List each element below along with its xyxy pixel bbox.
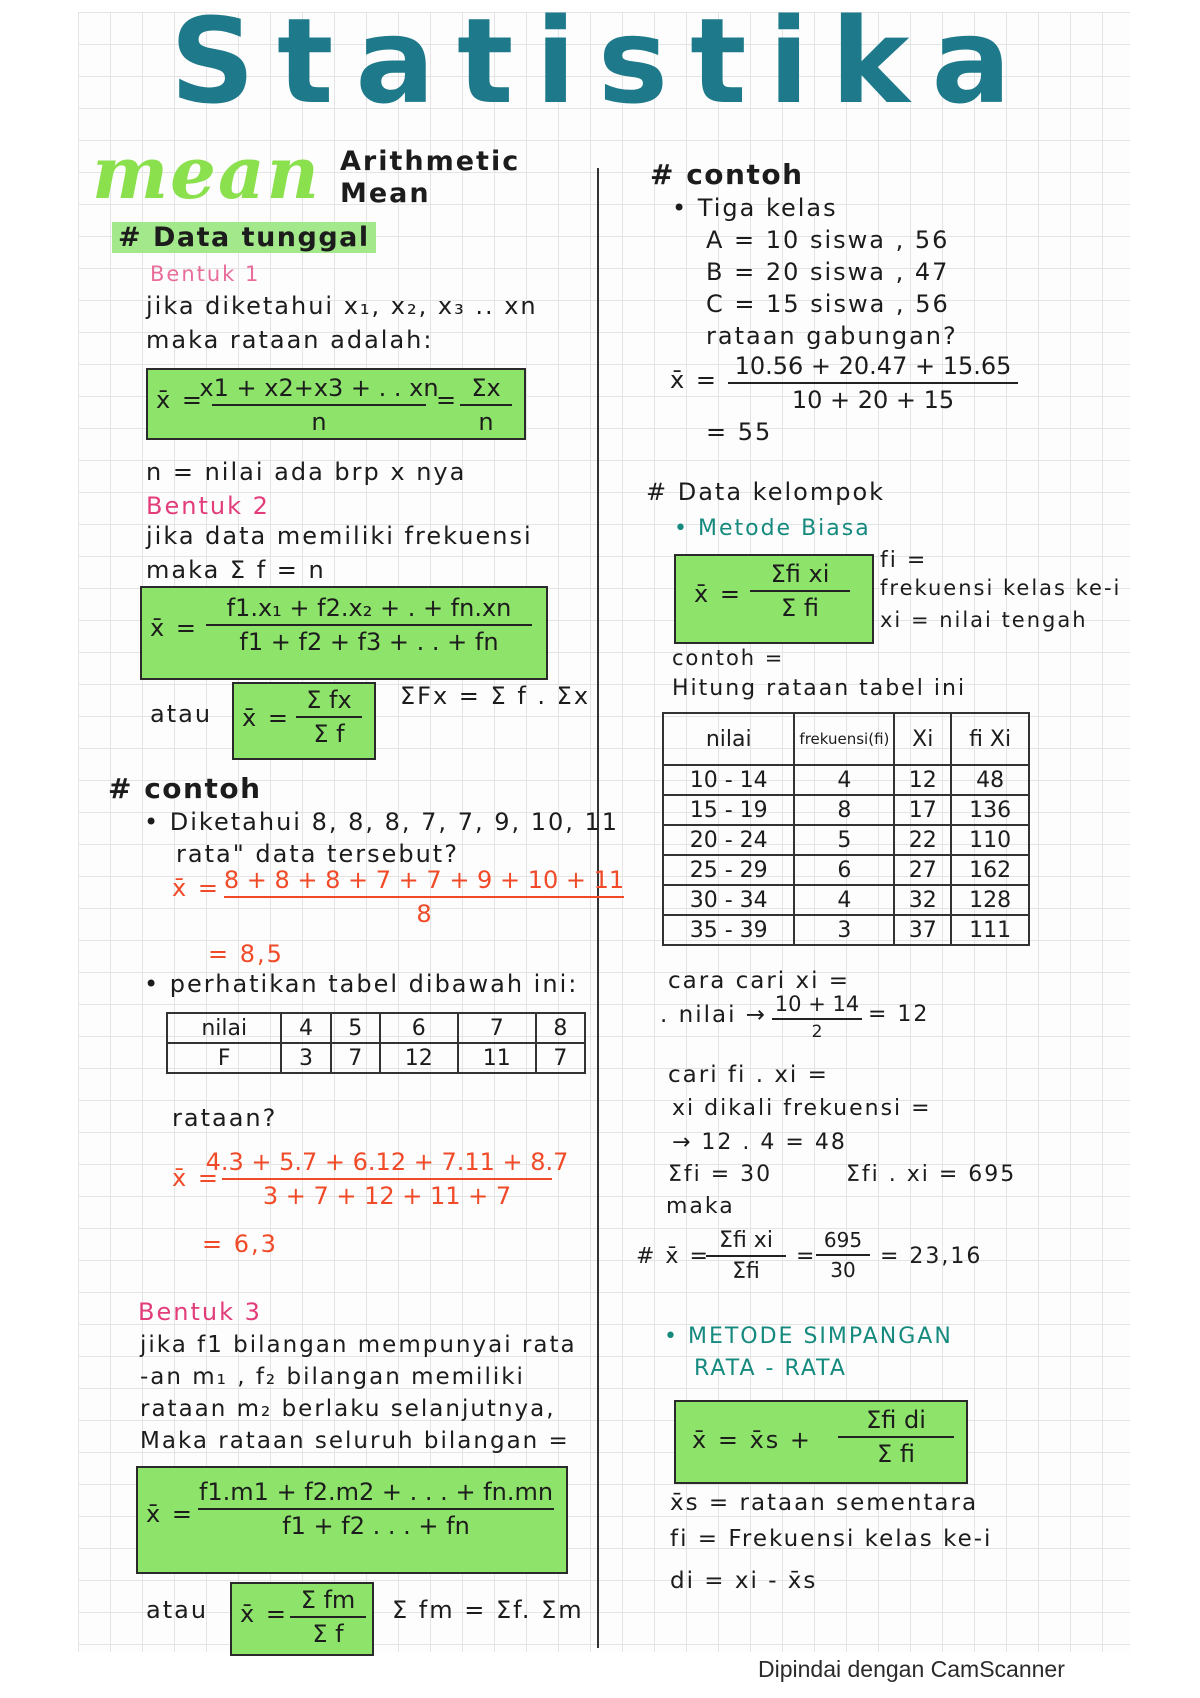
mean-heading: mean [92,130,321,215]
f1-denominator: n [311,408,327,436]
table-2-cell: 25 - 29 [663,855,794,885]
rataan-gabungan: rataan gabungan? [706,322,958,350]
r-fraction [706,1228,786,1284]
f1-denominator-2: n [478,408,494,436]
table-2-row [663,765,1029,795]
f7-lhs: x̄ = x̄s + [692,1426,813,1454]
bentuk-3-label: Bentuk 3 [138,1298,262,1326]
table-2-cell: 37 [894,915,951,945]
f4-bar [198,1508,554,1510]
table-2-cell: 5 [794,825,894,855]
f1-lhs: x̄ = [156,386,204,414]
f4-numerator: f1.m1 + f2.m2 + . . . + fn.mn [198,1478,554,1506]
r-numerator-2: 695 [823,1228,863,1252]
arrow-example: → 12 . 4 = 48 [672,1130,847,1155]
table-1-cell: F [167,1043,281,1073]
arith-line-2: Mean [340,178,431,209]
bentuk-2-line-2: maka Σ f = n [146,556,326,584]
bentuk-3-line-1: jika f1 bilangan mempunyai rata [140,1332,577,1358]
xi-fraction [772,992,862,1042]
f1-numerator: x1 + x2+x3 + . . xn [199,374,439,402]
r-fraction-2 [816,1228,870,1282]
xi-numerator: 10 + 14 [774,992,860,1016]
f2-bar [206,624,532,626]
arith-line-1: Arithmetic [340,146,521,177]
data-kelompok-heading: # Data kelompok [646,478,886,506]
bentuk-2-line-1: jika data memiliki frekuensi [146,522,533,550]
table-1-row [167,1043,585,1073]
table-2-cell: 4 [794,885,894,915]
table-2-cell: 35 - 39 [663,915,794,945]
ex2-lhs: x̄ = [172,1164,220,1192]
bentuk-2-label: Bentuk 2 [146,492,270,520]
table-2-cell: 32 [894,885,951,915]
ex2-bar [222,1178,552,1180]
contoh-heading-left: # contoh [108,772,262,805]
table-nilai-frekuensi [166,1012,586,1074]
f3-denominator: Σ f [313,720,345,748]
table-2-cell: 17 [894,795,951,825]
sum-fi: Σfi = 30 [668,1162,773,1187]
f7-denominator: Σ fi [877,1440,915,1468]
f6-fraction [750,560,850,622]
table-1-cell: 4 [281,1013,330,1043]
cara-cari-xi: cara cari xi = [668,968,851,994]
table-2-row [663,885,1029,915]
f1-bar [212,404,426,406]
table-2-cell: fi Xi [951,713,1029,765]
table-1-cell: 3 [281,1043,330,1073]
table-1-cell: 12 [380,1043,458,1073]
sum-fx-note: ΣFx = Σ f . Σx [400,682,591,710]
metode-biasa: • Metode Biasa [674,516,871,541]
rataan-question: rataan? [172,1104,278,1132]
f7-bar [838,1436,954,1438]
table-2-cell: 27 [894,855,951,885]
table-2-cell: 15 - 19 [663,795,794,825]
table-2-cell: 30 - 34 [663,885,794,915]
tunggal-line-2: maka rataan adalah: [146,326,434,354]
table-2-row [663,855,1029,885]
camscanner-watermark: Dipindai dengan CamScanner [758,1656,1065,1682]
r-result: = 23,16 [880,1244,983,1269]
g-numerator: 10.56 + 20.47 + 15.65 [734,352,1012,380]
atau-label-1: atau [150,700,213,728]
tiga-kelas: • Tiga kelas [672,194,838,222]
bentuk-3-line-2: -an m₁ , f₂ bilangan memiliki [140,1364,525,1390]
ex1-result: = 8,5 [208,940,284,968]
table-2-cell: frekuensi(fi) [794,713,894,765]
tunggal-line-1: jika diketahui x₁, x₂, x₃ .. xn [146,292,538,320]
ex2-fraction [205,1148,569,1210]
f6-bar [750,590,850,592]
f2-lhs: x̄ = [150,614,198,642]
r-bar-2 [816,1254,870,1256]
fi-definition: frekuensi kelas ke-i [880,576,1122,600]
nilai-arrow: . nilai → [660,1002,768,1028]
table-1-cell: nilai [167,1013,281,1043]
f5-fraction [290,1586,366,1648]
f6-denominator: Σ fi [781,594,819,622]
table-2-header-row [663,713,1029,765]
f3-lhs: x̄ = [242,704,290,732]
table-2-cell: 128 [951,885,1029,915]
f4-lhs: x̄ = [146,1500,194,1528]
f4-fraction [198,1478,554,1540]
f7-fraction [838,1406,954,1468]
f5-bar [290,1616,366,1618]
r-denominator-2: 30 [830,1258,856,1282]
f1-bar-2 [460,404,512,406]
contoh-label-2: contoh = [672,646,785,670]
table-2-row [663,825,1029,855]
table-2-row [663,795,1029,825]
r-equals: = [796,1244,817,1269]
table-2-cell: 3 [794,915,894,945]
xi-bar [772,1018,862,1020]
ex1-denominator: 8 [416,900,432,928]
ex1-bar [224,896,624,898]
cari-fi-xi: cari fi . xi = [668,1062,829,1088]
table-2-cell: 6 [794,855,894,885]
f1-equals: = [436,386,459,414]
ex2-denominator: 3 + 7 + 12 + 11 + 7 [262,1182,512,1210]
table-2-cell: 22 [894,825,951,855]
r-denominator: Σfi [732,1259,760,1284]
xi-result: = 12 [868,1002,930,1027]
table-2-cell: 48 [951,765,1029,795]
f5-denominator: Σ f [312,1620,344,1648]
g-bar [728,382,1018,384]
kelas-c: C = 15 siswa , 56 [706,290,950,318]
f7-numerator: Σfi di [866,1406,926,1434]
fi-definition-2: fi = Frekuensi kelas ke-i [670,1526,993,1552]
f1-numerator-2: Σx [471,374,501,402]
di-definition: di = xi - x̄s [670,1568,818,1594]
example-1-line-2: rata" data tersebut? [176,840,459,868]
bentuk-1-label: Bentuk 1 [150,262,261,286]
data-tunggal-heading [112,222,376,253]
g-denominator: 10 + 20 + 15 [791,386,955,414]
arithmetic-mean-label [340,146,520,210]
ex2-result: = 6,3 [202,1230,278,1258]
metode-simpangan-2: RATA - RATA [694,1356,847,1381]
example-1-line-1: • Diketahui 8, 8, 8, 7, 7, 9, 10, 11 [144,808,620,836]
r-numerator: Σfi xi [719,1228,773,1253]
ex1-fraction [224,866,624,928]
xi-definition: xi = nilai tengah [880,608,1088,632]
xs-definition: x̄s = rataan sementara [670,1490,979,1516]
f5-lhs: x̄ = [240,1600,288,1628]
f2-numerator: f1.x₁ + f2.x₂ + . + fn.xn [226,594,512,622]
table-data-kelompok [662,712,1030,946]
n-note: n = nilai ada brp x nya [146,458,467,486]
f3-bar [296,716,362,718]
bentuk-3-line-4: Maka rataan seluruh bilangan = [140,1428,570,1454]
r-bar [706,1255,786,1257]
fi-equals: fi = [880,548,928,573]
bentuk-3-line-3: rataan m₂ berlaku selanjutnya, [140,1396,556,1422]
table-1-cell: 7 [331,1043,380,1073]
table-1-cell: 11 [458,1043,536,1073]
f1-fraction [199,374,439,436]
table-2-cell: 8 [794,795,894,825]
contoh-heading-right: # contoh [650,158,804,191]
table-2-cell: 110 [951,825,1029,855]
g-lhs: x̄ = [670,366,718,394]
table-1-cell: 7 [536,1043,585,1073]
sum-fi-xi: Σfi . xi = 695 [846,1162,1017,1187]
table-2-cell: 136 [951,795,1029,825]
metode-simpangan-1: • METODE SIMPANGAN [664,1324,953,1349]
g-result: = 55 [706,418,773,446]
f4-denominator: f1 + f2 . . . + fn [282,1512,470,1540]
table-2-cell: 20 - 24 [663,825,794,855]
kelas-a: A = 10 siswa , 56 [706,226,950,254]
table-2-cell: 12 [894,765,951,795]
sum-fm-note: Σ fm = Σf. Σm [392,1596,584,1624]
kelas-b: B = 20 siswa , 47 [706,258,950,286]
xi-dikali: xi dikali frekuensi = [672,1096,932,1121]
f2-fraction [206,594,532,656]
example-2-line: • perhatikan tabel dibawah ini: [144,970,579,998]
xi-denominator: 2 [811,1022,823,1042]
table-1-cell: 7 [458,1013,536,1043]
f5-numerator: Σ fm [300,1586,356,1614]
table-1-header-row [167,1013,585,1043]
r-lhs: # x̄ = [636,1244,710,1269]
atau-label-2: atau [146,1596,209,1624]
ex1-lhs: x̄ = [172,874,220,902]
table-2-cell: Xi [894,713,951,765]
f6-numerator: Σfi xi [770,560,830,588]
table-2-cell: 162 [951,855,1029,885]
table-2-cell: nilai [663,713,794,765]
table-2-cell: 4 [794,765,894,795]
table-1-cell: 8 [536,1013,585,1043]
table-2-cell: 10 - 14 [663,765,794,795]
table-1-cell: 6 [380,1013,458,1043]
f2-denominator: f1 + f2 + f3 + . . + fn [239,628,499,656]
data-tunggal-text: # Data tunggal [112,222,376,253]
f3-fraction [296,686,362,748]
table-2-cell: 111 [951,915,1029,945]
f6-lhs: x̄ = [694,580,742,608]
page-title: Statistika [170,0,1034,130]
ex1-numerator: 8 + 8 + 8 + 7 + 7 + 9 + 10 + 11 [223,866,625,894]
ex2-numerator: 4.3 + 5.7 + 6.12 + 7.11 + 8.7 [205,1148,569,1176]
hitung-rataan: Hitung rataan tabel ini [672,676,967,701]
table-2-row [663,915,1029,945]
f1-fraction-2 [460,374,512,436]
maka-label: maka [666,1194,735,1219]
g-fraction [728,352,1018,414]
table-1-cell: 5 [331,1013,380,1043]
f3-numerator: Σ fx [306,686,352,714]
